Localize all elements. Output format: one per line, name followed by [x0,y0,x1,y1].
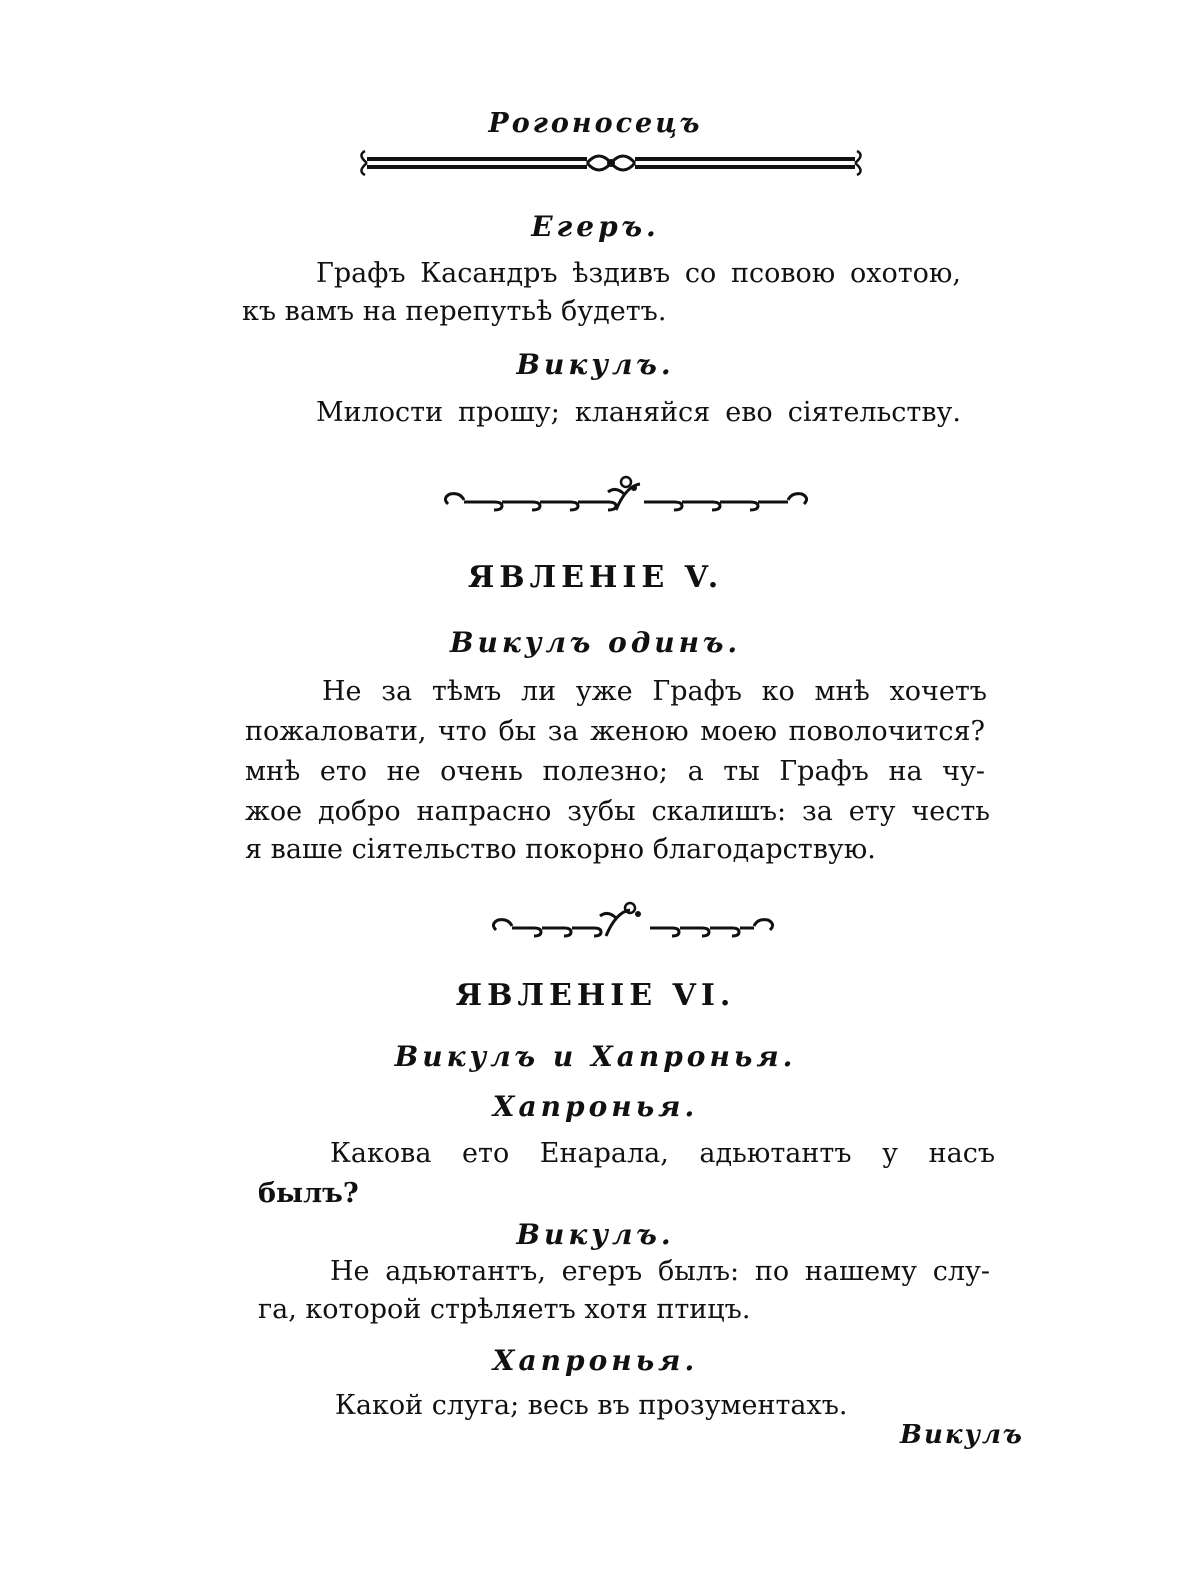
stage-direction: Викулъ и Хапронья. [394,1040,797,1073]
dialogue-line: Не за тѣмъ ли уже Графъ ко мнѣ хочетъ [322,676,987,707]
speaker-heading: Викулъ. [516,348,675,381]
decorative-rule-ornament [355,148,867,178]
dialogue-line: Милости прошу; кланяйся ево сіятельству. [316,397,961,428]
floral-chain-ornament [440,472,812,520]
dialogue-line: пожаловати, что бы за женою моею поволочится? [245,716,985,747]
dialogue-line: Графъ Касандръ ѣздивъ со псовою охотою, [316,258,961,289]
floral-chain-ornament [488,898,778,944]
dialogue-line: былъ? [258,1178,359,1209]
dialogue-line: га, которой стрѣляетъ хотя птицъ. [258,1294,751,1325]
dialogue-line: мнѣ ето не очень полезно; а ты Графъ на чу- [245,756,985,787]
dialogue-line: къ вамъ на перепутьѣ будетъ. [242,296,667,327]
dialogue-line: Не адьютантъ, егеръ былъ: по нашему слу- [330,1256,990,1287]
dialogue-line: Какой слуга; весь въ прозументахъ. [335,1390,848,1421]
scene-title: ЯВЛЕНІЕ VI. [455,978,736,1013]
catchword: Викулъ [900,1420,1024,1450]
speaker-heading: Хапронья. [492,1344,699,1377]
stage-direction: Викулъ одинъ. [449,626,742,659]
speaker-heading: Викулъ. [516,1218,675,1251]
scene-title: ЯВЛЕНІЕ V. [467,560,724,595]
speaker-heading: Хапронья. [492,1090,699,1123]
dialogue-line: я ваше сіятельство покорно благодарствую. [245,834,876,865]
running-head: Рогоносецъ [488,108,703,139]
dialogue-line: Какова ето Енарала, адьютантъ у насъ [330,1138,995,1169]
dialogue-line: жое добро напрасно зубы скалишъ: за ету честь [245,796,990,827]
speaker-heading: Егеръ. [531,210,660,243]
